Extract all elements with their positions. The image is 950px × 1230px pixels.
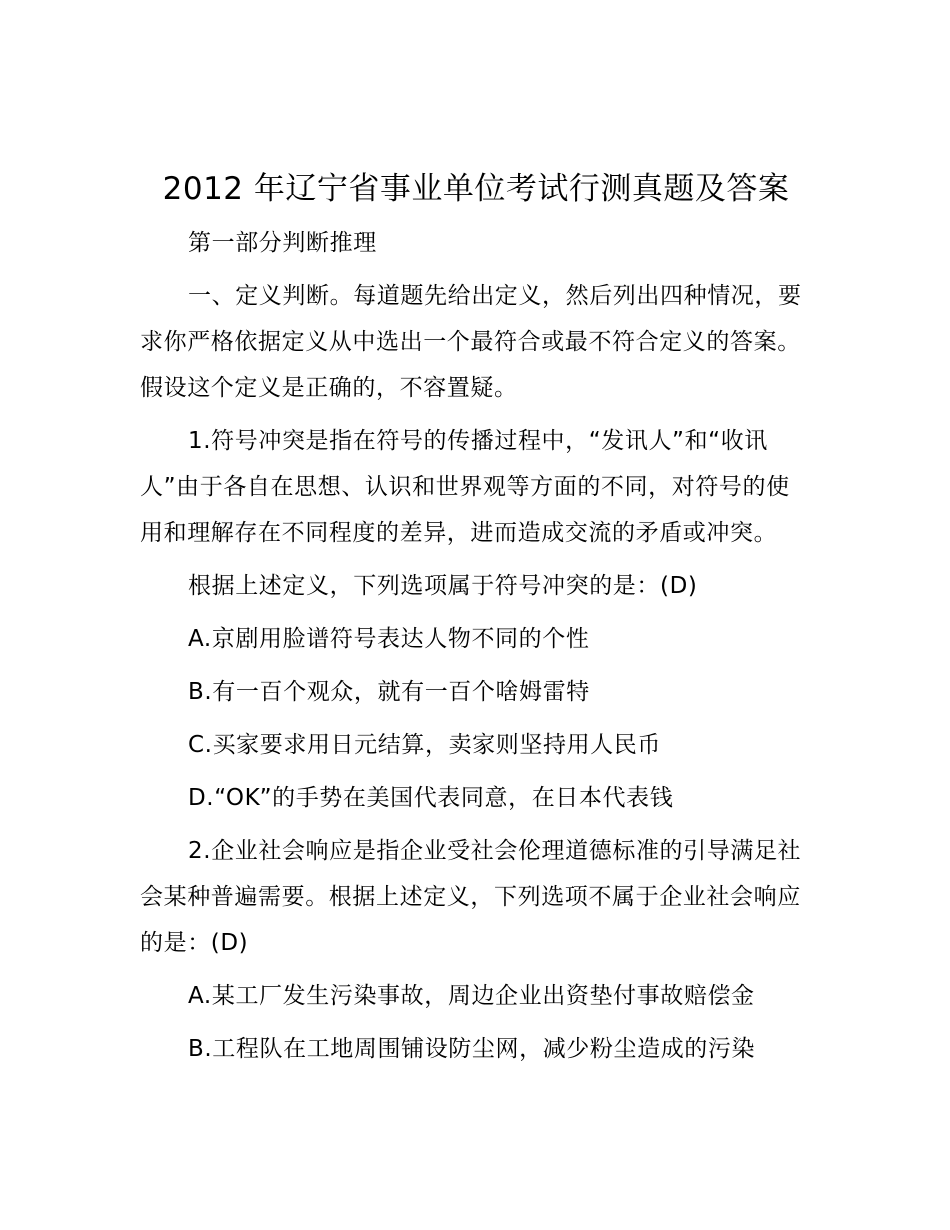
- intro-paragraph: 一、定义判断。每道题先给出定义，然后列出四种情况，要求你严格依据定义从中选出一个最符合或最不符合定义的答案。假设这个定义是正确的，不容置疑。: [140, 283, 802, 401]
- question-2-definition: 2.企业社会响应是指企业受社会伦理道德标准的引导满足社会某种普遍需要。根据上述定义，下列选项不属于企业社会响应的是：(D): [140, 838, 802, 956]
- question-1-definition: 1.符号冲突是指在符号的传播过程中，“发讯人”和“收讯人”由于各自在思想、认识和世界观等方面的不同，对符号的使用和理解存在不同程度的差异，进而造成交流的矛盾或冲突。: [140, 428, 790, 546]
- document-content: [140, 168, 812, 1072]
- document-title: 2012 年辽宁省事业单位考试行测真题及答案: [162, 171, 790, 207]
- question-2-option-b: B.工程队在工地周围铺设防尘网，减少粉尘造成的污染: [188, 1036, 756, 1062]
- question-1-option-c: C.买家要求用日元结算，卖家则坚持用人民币: [188, 732, 661, 758]
- question-1-option-d: D.“OK”的手势在美国代表同意，在日本代表钱: [188, 785, 674, 811]
- question-2-option-a: A.某工厂发生污染事故，周边企业出资垫付事故赔偿金: [188, 983, 755, 1009]
- question-1-option-a: A.京剧用脸谱符号表达人物不同的个性: [188, 626, 590, 652]
- question-1-option-b: B.有一百个观众，就有一百个啥姆雷特: [188, 679, 590, 705]
- section-heading: 第一部分判断推理: [188, 230, 377, 256]
- question-1-prompt: 根据上述定义，下列选项属于符号冲突的是：(D): [188, 573, 698, 599]
